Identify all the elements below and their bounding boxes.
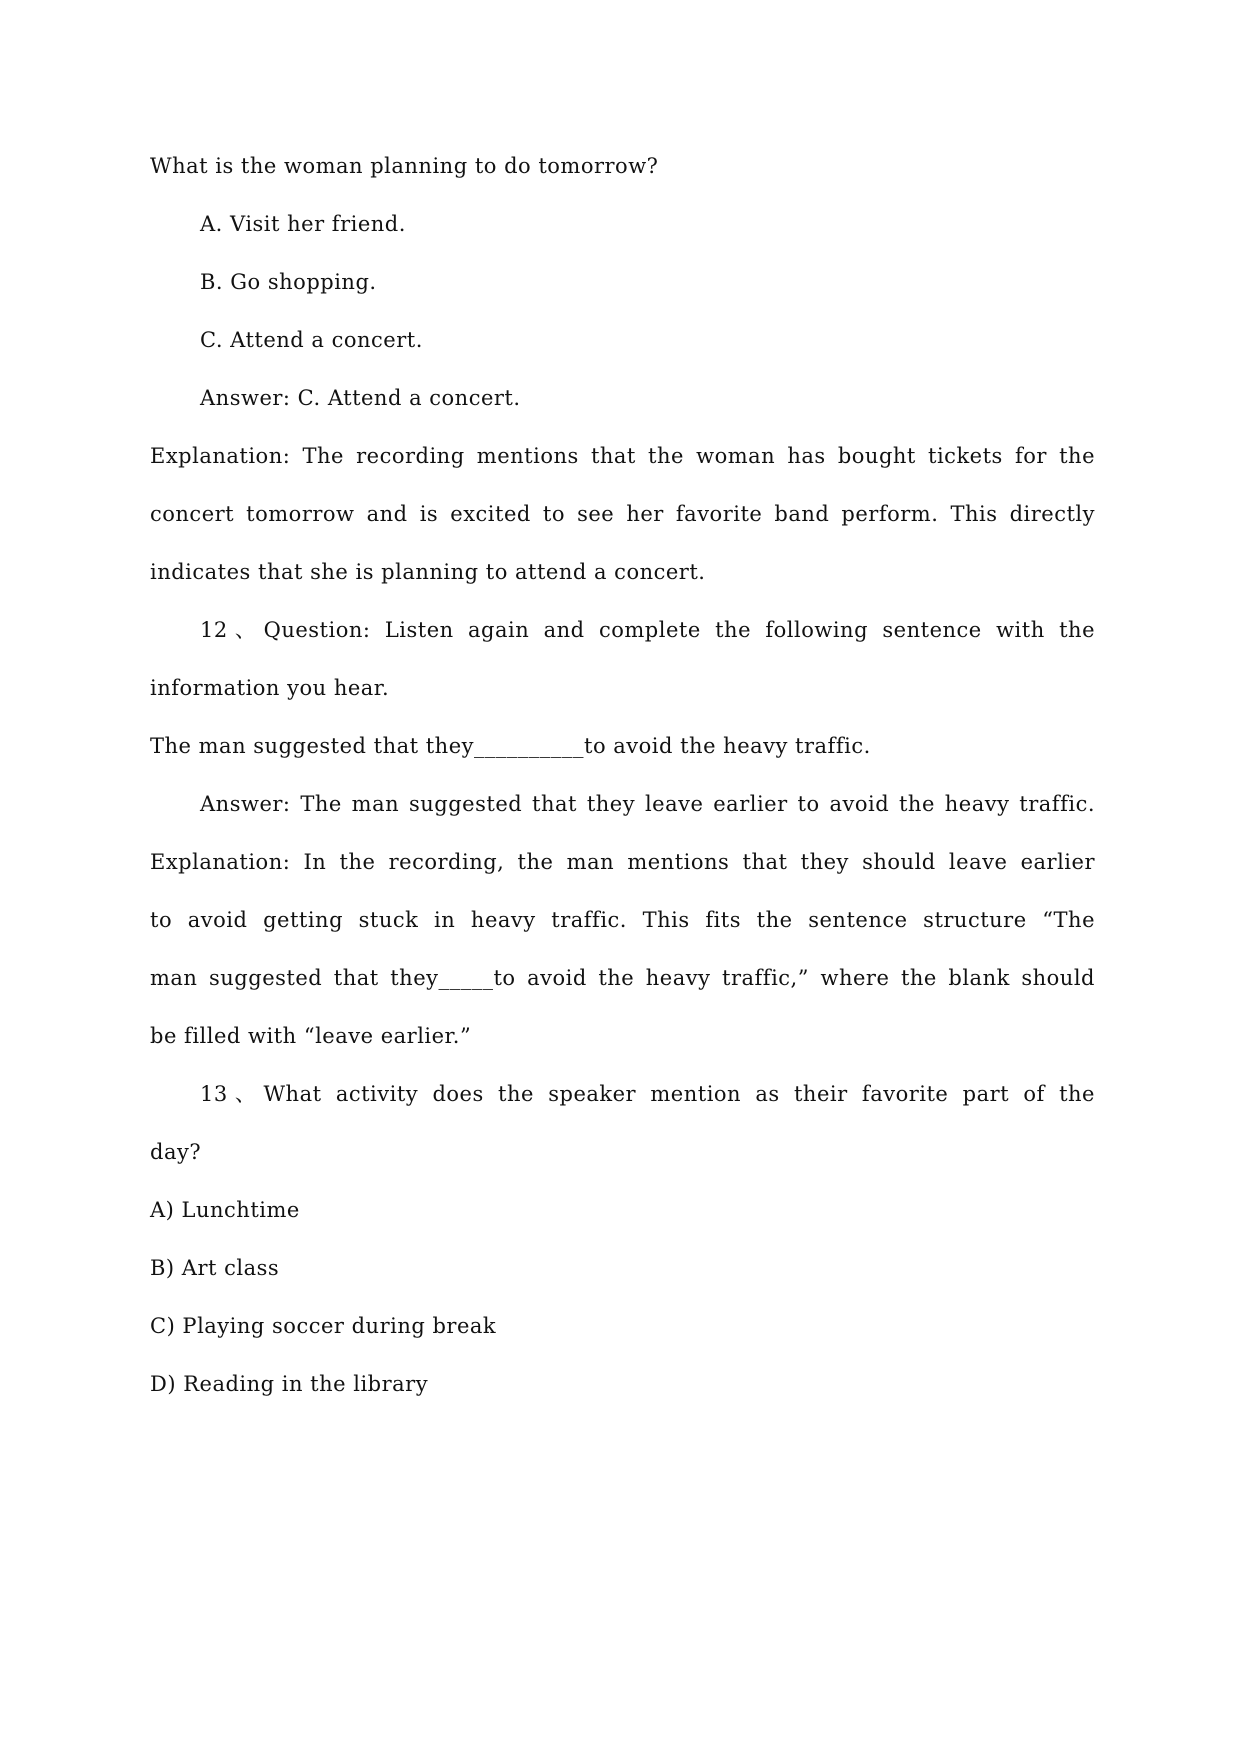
question-12-answer: Answer: The man suggested that they leave earlier to avoid the heavy traffic. [200, 792, 1095, 816]
question-13-option-d: D) Reading in the library [150, 1372, 429, 1396]
question-13-option-b: B) Art class [150, 1256, 280, 1280]
question-13-text: 13、What activity does the speaker mention as their favorite part of the [200, 1082, 1095, 1106]
question-12-text: 12、Question: Listen again and complete the following sentence with the [200, 618, 1095, 642]
question-11-option-b: B. Go shopping. [200, 270, 377, 294]
question-11-option-c: C. Attend a concert. [200, 328, 423, 352]
question-12-explanation-line: be filled with “leave earlier.” [150, 1024, 472, 1048]
question-12-explanation-line: to avoid getting stuck in heavy traffic. This fits the sentence structure “The [150, 908, 1095, 932]
question-11-answer: Answer: C. Attend a concert. [200, 386, 521, 410]
question-12-explanation-line: Explanation: In the recording, the man mentions that they should leave earlier [150, 850, 1095, 874]
question-11-option-a: A. Visit her friend. [200, 212, 406, 236]
question-12-explanation-line: man suggested that they_____to avoid the heavy traffic,” where the blank should [150, 966, 1095, 990]
question-11-explanation-line: concert tomorrow and is excited to see her favorite band perform. This directly [150, 502, 1095, 526]
question-13-option-c: C) Playing soccer during break [150, 1314, 497, 1338]
question-11-text: What is the woman planning to do tomorrow? [150, 154, 659, 178]
question-13-text: day? [150, 1140, 202, 1164]
question-13-option-a: A) Lunchtime [150, 1198, 300, 1222]
question-11-explanation-line: Explanation: The recording mentions that the woman has bought tickets for the [150, 444, 1095, 468]
question-11-explanation-line: indicates that she is planning to attend a concert. [150, 560, 706, 584]
question-12-text: information you hear. [150, 676, 390, 700]
question-12-sentence: The man suggested that they__________to avoid the heavy traffic. [150, 734, 871, 758]
